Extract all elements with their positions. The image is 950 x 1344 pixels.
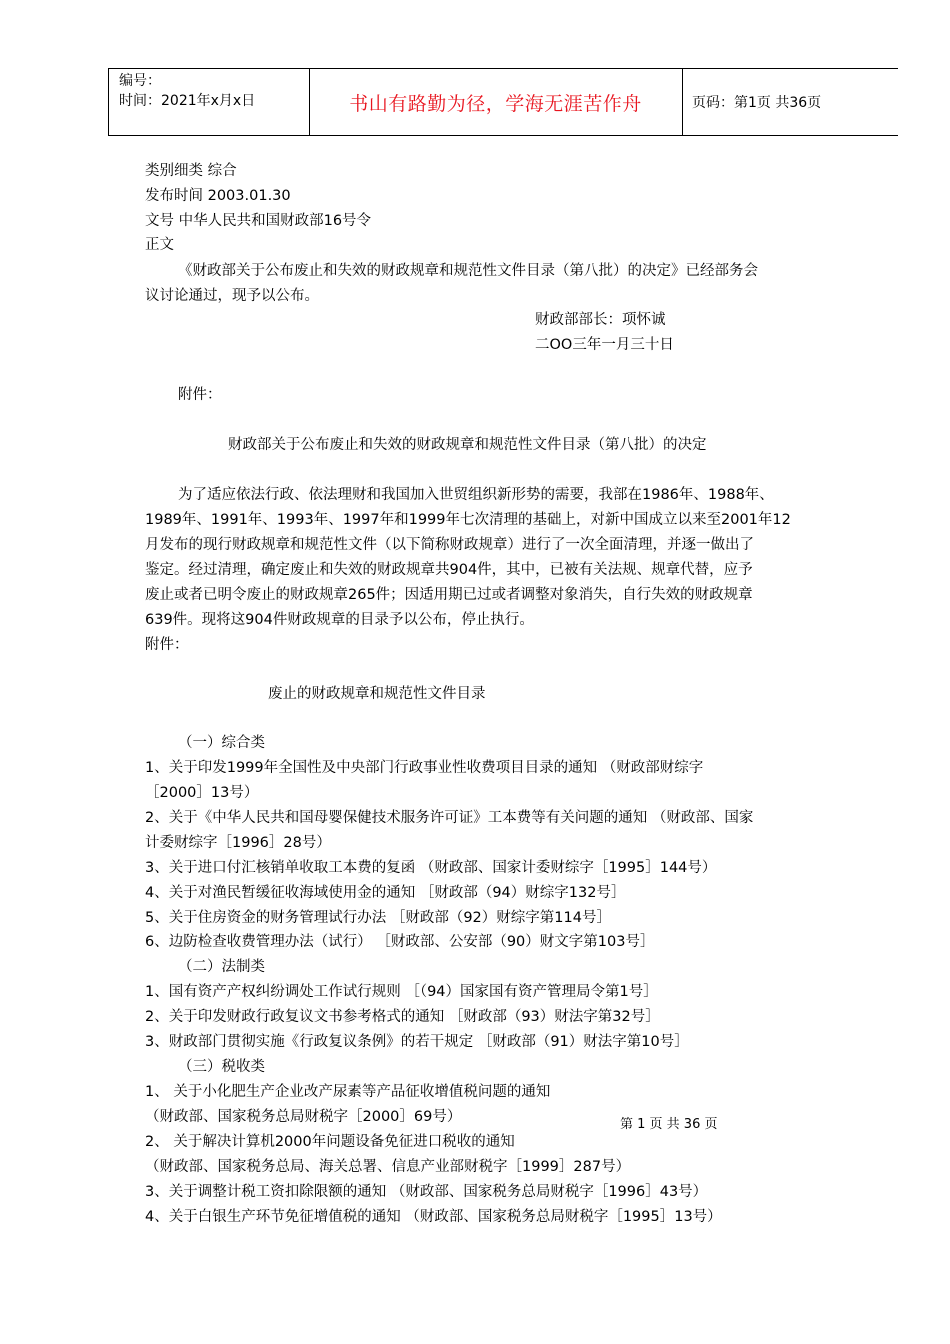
list-item: 计委财综字［1996］28号）	[145, 835, 331, 851]
list-item: 2、关于印发财政行政复议文书参考格式的通知 ［财政部（93）财法字第32号］	[145, 1009, 660, 1025]
header-left-cell	[108, 69, 310, 135]
list-item: （财政部、国家税务总局财税字［2000］69号）	[145, 1109, 462, 1125]
decision-para-line: 月发布的现行财政规章和规范性文件（以下简称财政规章）进行了一次全面清理，并逐一做出了	[145, 537, 754, 553]
doc-number-line: 文号 中华人民共和国财政部16号令	[145, 213, 372, 229]
category-line: 类别细类 综合	[145, 163, 237, 179]
list-item: 1、关于印发1999年全国性及中央部门行政事业性收费项目目录的通知 （财政部财综字	[145, 760, 704, 776]
minister-signature: 财政部部长：项怀诚	[535, 312, 666, 328]
list-item: 3、财政部门贯彻实施《行政复议条例》的若干规定 ［财政部（91）财法字第10号］	[145, 1034, 689, 1050]
list-item: 4、关于白银生产环节免征增值税的通知 （财政部、国家税务总局财税字［1995］13号）	[145, 1209, 722, 1225]
attachment-label-1: 附件：	[178, 387, 222, 403]
list-item: 1、 关于小化肥生产企业改产尿素等产品征收增值税问题的通知	[145, 1084, 551, 1100]
section-heading: （一）综合类	[178, 735, 265, 751]
catalog-title: 废止的财政规章和规范性文件目录	[268, 686, 486, 702]
list-item: ［2000］13号）	[145, 785, 259, 801]
intro-line-2: 议讨论通过，现予以公布。	[145, 288, 319, 304]
header-page-label: 页码：第1页 共36页	[692, 95, 822, 111]
list-item: 5、关于住房资金的财务管理试行办法 ［财政部（92）财综字第114号］	[145, 910, 611, 926]
list-item: 1、国有资产产权纠纷调处工作试行规则 ［（94）国家国有资产管理局令第1号］	[145, 984, 658, 1000]
decision-para-line: 废止或者已明令废止的财政规章265件；因适用期已过或者调整对象消失，自行失效的财政规章	[145, 587, 753, 603]
header-motto: 书山有路勤为径，学海无涯苦作舟	[349, 92, 642, 115]
page-footer: 第 1 页 共 36 页	[620, 1117, 718, 1132]
section-heading: （三）税收类	[178, 1059, 265, 1075]
decision-para-line: 639件。现将这904件财政规章的目录予以公布，停止执行。	[145, 612, 534, 628]
time-label: 时间：2021年x月x日	[119, 93, 256, 109]
list-item: （财政部、国家税务总局、海关总署、信息产业部财税字［1999］287号）	[145, 1159, 631, 1175]
intro-line-1: 《财政部关于公布废止和失效的财政规章和规范性文件目录（第八批）的决定》已经部务会	[178, 263, 758, 279]
list-item: 2、 关于解决计算机2000年问题设备免征进口税收的通知	[145, 1134, 515, 1150]
body-label: 正文	[145, 237, 174, 253]
list-item: 6、边防检查收费管理办法（试行） ［财政部、公安部（90）财文字第103号］	[145, 934, 655, 950]
publish-time-line: 发布时间 2003.01.30	[145, 188, 291, 204]
list-item: 3、关于进口付汇核销单收取工本费的复函 （财政部、国家计委财综字［1995］144号）	[145, 860, 717, 876]
decision-title: 财政部关于公布废止和失效的财政规章和规范性文件目录（第八批）的决定	[228, 437, 707, 453]
list-item: 2、关于《中华人民共和国母婴保健技术服务许可证》工本费等有关问题的通知 （财政部、国家	[145, 810, 754, 826]
decision-para-line: 为了适应依法行政、依法理财和我国加入世贸组织新形势的需要，我部在1986年、1988年、	[178, 487, 774, 503]
attachment-label-2: 附件：	[145, 637, 189, 653]
header-table	[108, 68, 898, 136]
decision-para-line: 鉴定。经过清理，确定废止和失效的财政规章共904件，其中，已被有关法规、规章代替，应予	[145, 562, 753, 578]
list-item: 4、关于对渔民暂缓征收海域使用金的通知 ［财政部（94）财综字132号］	[145, 885, 626, 901]
issue-date: 二OO三年一月三十日	[535, 337, 674, 353]
list-item: 3、关于调整计税工资扣除限额的通知 （财政部、国家税务总局财税字［1996］43号）	[145, 1184, 708, 1200]
section-heading: （二）法制类	[178, 959, 265, 975]
decision-para-line: 1989年、1991年、1993年、1997年和1999年七次清理的基础上，对新中国成立以来至2001年12	[145, 512, 791, 528]
serial-label: 编号：	[119, 73, 161, 89]
